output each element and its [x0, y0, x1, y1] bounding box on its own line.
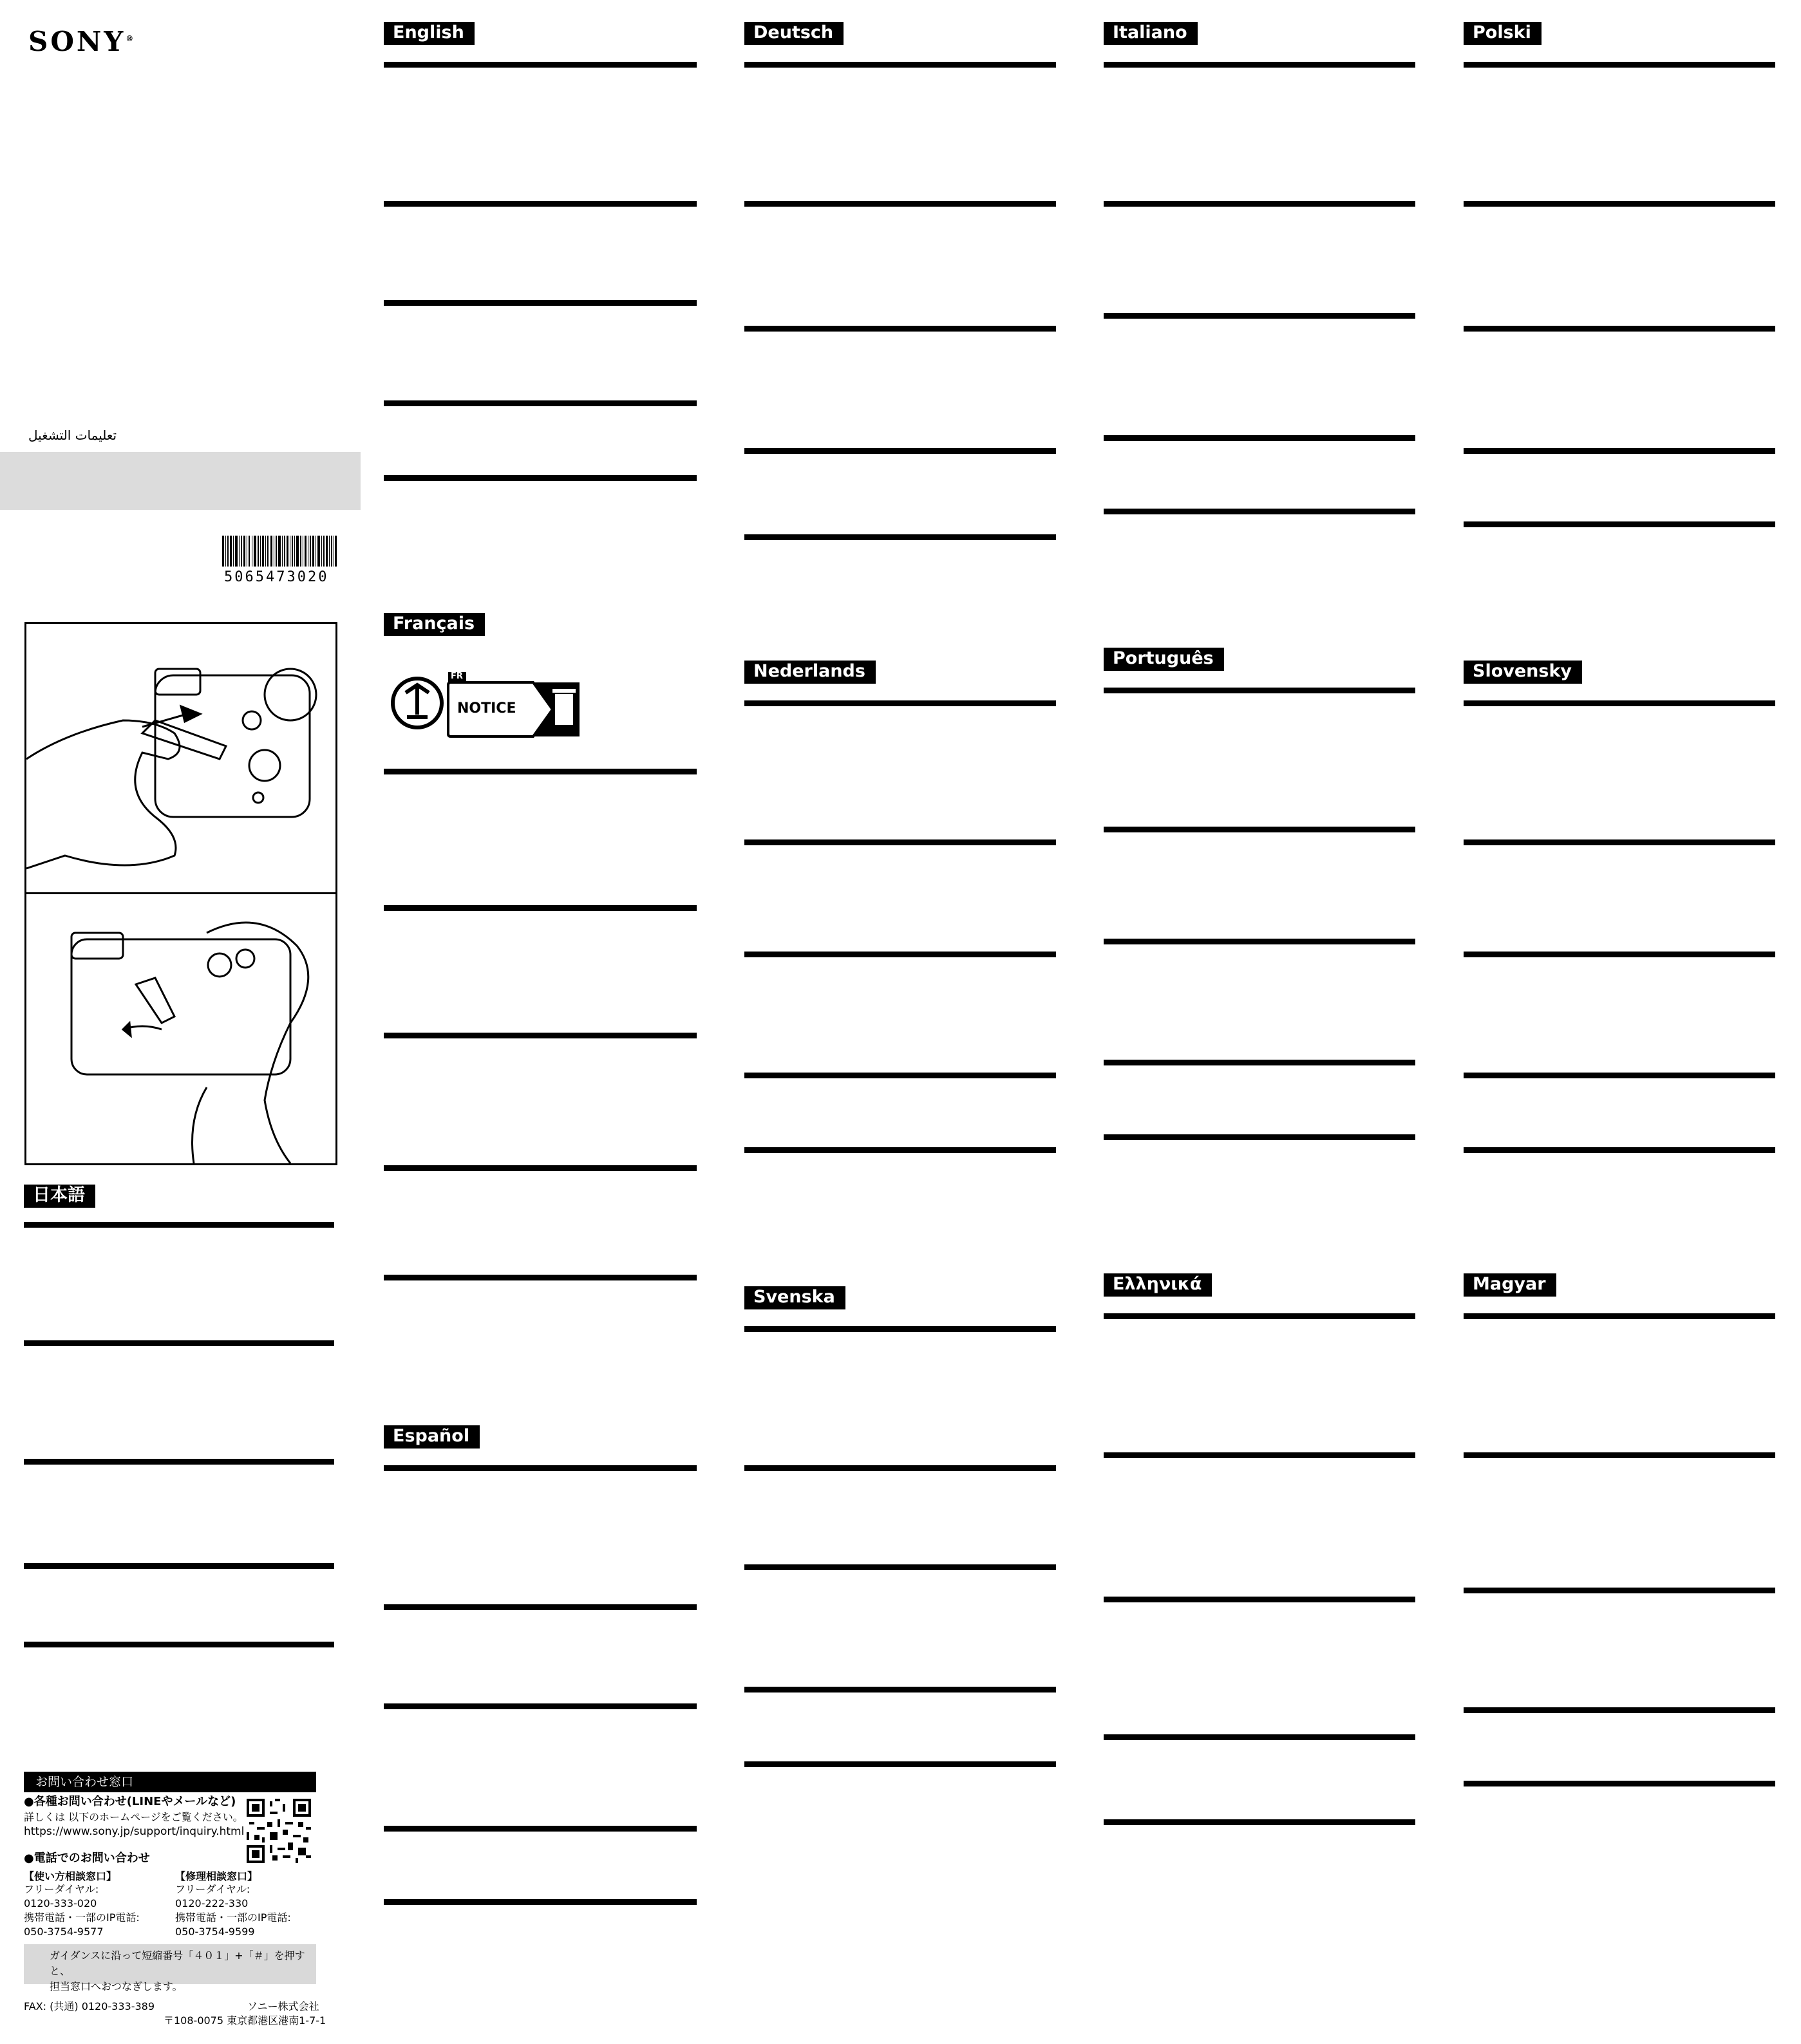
barcode — [222, 536, 337, 567]
phone-title: ●電話でのお問い合わせ — [24, 1852, 150, 1865]
company: ソニー株式会社 — [247, 2000, 319, 2012]
section-rule — [744, 1761, 1056, 1767]
usage-free-number: 0120-333-020 — [24, 1897, 97, 1909]
repair-mobile-label: 携帯電話・一部のIP電話: — [175, 1911, 291, 1924]
section-rule — [1104, 1819, 1415, 1825]
title-band — [0, 452, 361, 510]
usage-mobile-label: 携帯電話・一部のIP電話: — [24, 1911, 140, 1924]
section-rule — [744, 448, 1056, 454]
section-rule — [1464, 700, 1775, 706]
lang-tag-magyar: Magyar — [1464, 1273, 1556, 1297]
section-rule — [744, 534, 1056, 540]
guidance-line-1: ガイダンスに沿って短縮番号「４０１」+「＃」を押すと、 — [50, 1949, 305, 1977]
section-rule — [744, 201, 1056, 207]
fax: FAX: (共通) 0120-333-389 — [24, 2000, 155, 2012]
section-rule — [384, 1275, 697, 1280]
section-rule — [744, 1465, 1056, 1471]
section-rule — [384, 300, 697, 306]
lang-tag-english: English — [384, 22, 475, 45]
notice-country: FR — [451, 671, 463, 681]
usage-free-label: フリーダイヤル: — [24, 1883, 99, 1895]
section-rule — [1464, 521, 1775, 527]
section-rule — [1104, 1597, 1415, 1602]
section-rule — [1104, 1313, 1415, 1319]
section-rule — [1464, 62, 1775, 68]
lang-tag-deutsch: Deutsch — [744, 22, 844, 45]
section-rule — [1104, 688, 1415, 693]
lang-tag-polski: Polski — [1464, 22, 1542, 45]
section-rule — [1104, 62, 1415, 68]
contact-header: お問い合わせ窓口 — [24, 1772, 316, 1792]
section-rule — [384, 1826, 697, 1832]
section-rule — [1104, 1060, 1415, 1065]
section-rule — [1464, 1452, 1775, 1458]
section-rule — [1104, 939, 1415, 944]
section-rule — [384, 1465, 697, 1471]
section-rule — [1464, 1313, 1775, 1319]
section-rule — [384, 1703, 697, 1709]
lang-tag-slovensky: Slovensky — [1464, 661, 1582, 684]
section-rule — [1104, 1452, 1415, 1458]
section-rule — [1464, 1588, 1775, 1593]
section-rule — [384, 769, 697, 774]
address: 〒108-0075 東京都港区港南1-7-1 — [164, 2014, 326, 2027]
lang-tag-japanese: 日本語 — [24, 1185, 95, 1208]
section-rule — [1464, 839, 1775, 845]
lang-tag-svenska: Svenska — [744, 1286, 845, 1309]
section-rule — [1464, 1707, 1775, 1713]
section-rule — [1464, 326, 1775, 332]
lang-tag-ellinika: Ελληνικά — [1104, 1273, 1212, 1297]
lang-tag-nederlands: Nederlands — [744, 661, 876, 684]
section-rule — [384, 201, 697, 207]
illustration-attach — [24, 622, 337, 896]
inquiry-text: 詳しくは 以下のホームページをご覧ください。 — [24, 1811, 243, 1823]
section-rule — [24, 1340, 334, 1346]
section-rule — [1104, 201, 1415, 207]
section-rule — [384, 62, 697, 68]
section-rule — [1464, 1147, 1775, 1153]
section-rule — [1464, 1781, 1775, 1786]
section-rule — [24, 1563, 334, 1569]
qr-code — [247, 1799, 311, 1863]
section-rule — [1464, 448, 1775, 454]
inquiry-url[interactable]: https://www.sony.jp/support/inquiry.html — [24, 1825, 245, 1838]
section-rule — [744, 839, 1056, 845]
repair-mobile-number: 050-3754-9599 — [175, 1926, 255, 1938]
section-rule — [24, 1642, 334, 1647]
section-rule — [384, 1033, 697, 1038]
section-rule — [744, 1326, 1056, 1332]
inquiry-title: ●各種お問い合わせ(LINEやメールなど) — [24, 1795, 236, 1808]
section-rule — [744, 1073, 1056, 1078]
section-rule — [384, 400, 697, 406]
section-rule — [384, 475, 697, 481]
barcode-number: 5065473020 — [224, 569, 329, 585]
section-rule — [1104, 827, 1415, 832]
section-rule — [1464, 201, 1775, 207]
section-rule — [1464, 952, 1775, 957]
section-rule — [1464, 1073, 1775, 1078]
section-rule — [744, 1564, 1056, 1570]
camera-use-drawing — [26, 894, 335, 1163]
lang-tag-portugues: Português — [1104, 648, 1224, 671]
section-rule — [744, 326, 1056, 332]
guidance-line-2: 担当窓口へおつなぎします。 — [50, 1980, 183, 1992]
guidance-box — [24, 1944, 316, 1992]
lang-tag-italiano: Italiano — [1104, 22, 1198, 45]
triman-notice — [386, 663, 580, 747]
section-rule — [384, 1899, 697, 1905]
section-rule — [744, 1687, 1056, 1692]
section-rule — [24, 1222, 334, 1228]
section-rule — [744, 952, 1056, 957]
section-rule — [1104, 1734, 1415, 1740]
section-rule — [744, 62, 1056, 68]
camera-attach-drawing — [26, 624, 335, 894]
section-rule — [384, 905, 697, 911]
illustration-use — [24, 892, 337, 1165]
notice-label: NOTICE — [457, 700, 516, 717]
arabic-title: تعليمات التشغيل — [28, 427, 117, 443]
section-rule — [744, 1147, 1056, 1153]
section-rule — [24, 1459, 334, 1465]
section-rule — [384, 1604, 697, 1610]
lang-tag-espanol: Español — [384, 1425, 480, 1449]
usage-title: 【使い方相談窓口】 — [24, 1870, 117, 1882]
usage-mobile-number: 050-3754-9577 — [24, 1926, 104, 1938]
repair-free-number: 0120-222-330 — [175, 1897, 249, 1909]
sony-logo: SONY® — [28, 26, 134, 57]
repair-title: 【修理相談窓口】 — [175, 1870, 258, 1882]
section-rule — [1104, 313, 1415, 319]
section-rule — [744, 700, 1056, 706]
repair-free-label: フリーダイヤル: — [175, 1883, 250, 1895]
section-rule — [1104, 435, 1415, 441]
lang-tag-francais: Français — [384, 613, 485, 636]
section-rule — [1104, 1134, 1415, 1140]
section-rule — [384, 1165, 697, 1171]
section-rule — [1104, 509, 1415, 514]
